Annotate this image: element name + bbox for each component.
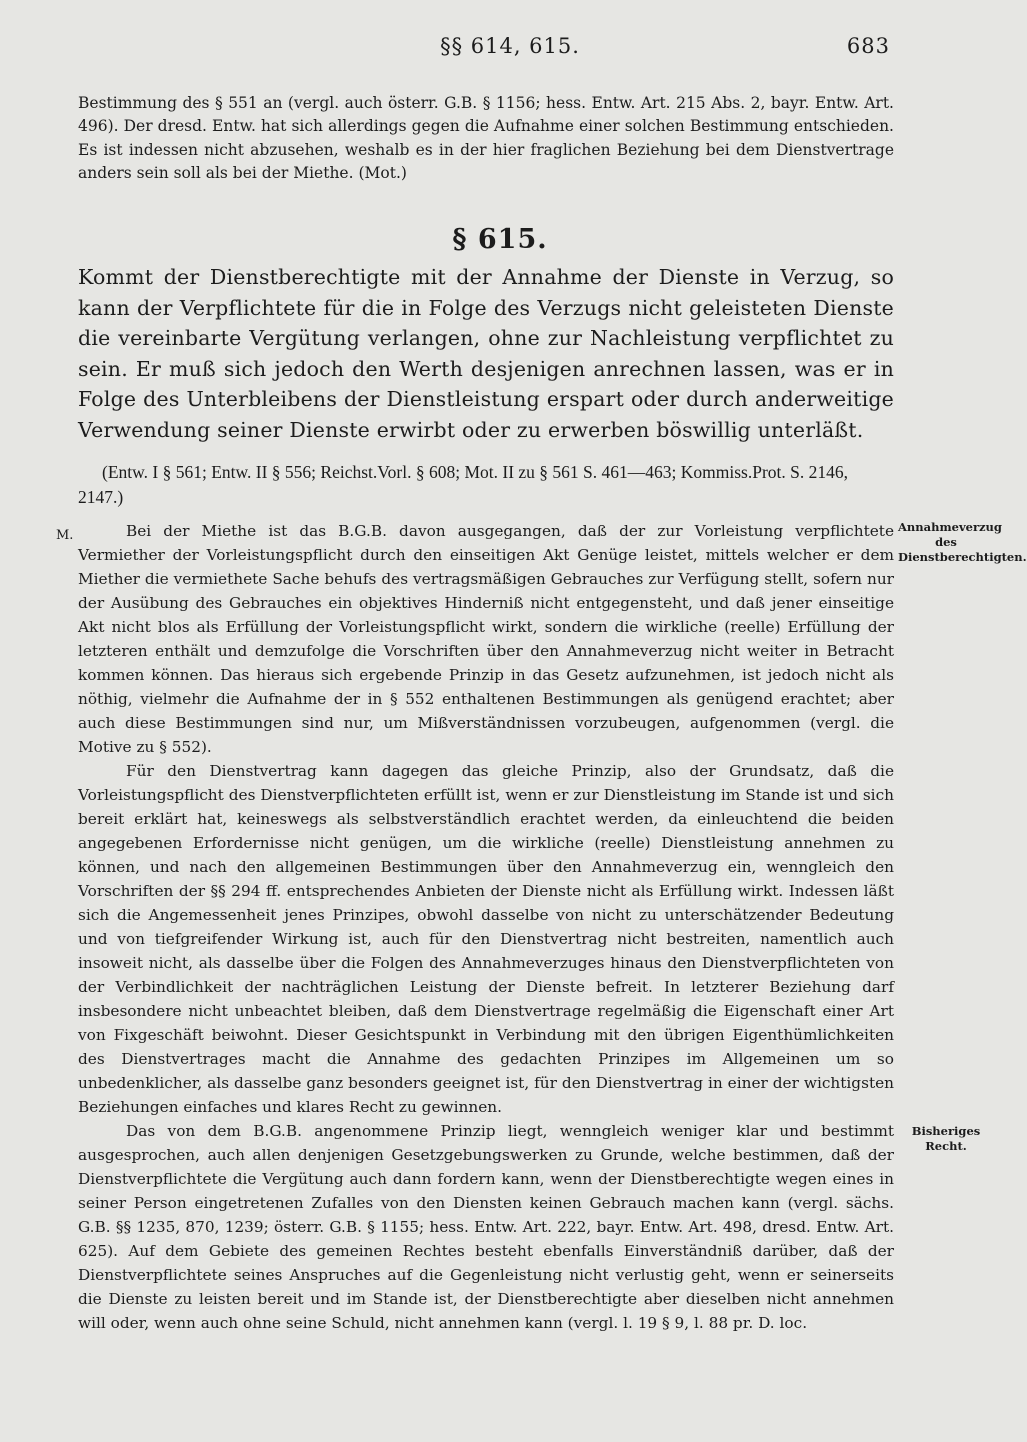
law-text: Kommt der Dienstberechtigte mit der Annahme der Dienste in Verzug, so kann der Verpflichtete für die in Folge des Verzugs nicht geleisteten Dienste die vereinbarte Vergütung verlangen, ohne zur Nachleistung verpflichtet zu sein. Er muß sich jedoch den Werth desjenigen anrechnen lassen, was er in Folge des Unterbleibens der Dienstleistung erspart oder durch anderweitige Verwendung seiner Dienste erwirbt oder zu erwerben böswillig unterläßt. [78, 265, 894, 442]
paragraph: Bei der Miethe ist das B.G.B. davon ausgegangen, daß der zur Vorleistung verpflichtete Vermiether der Vorleistungspflicht durch den einseitigen Akt Genüge leistet, mittels welcher er dem Miether die vermiethete Sache behufs des vertragsmäßigen Gebrauches zur Verfügung stellt, sofern nur der Ausübung des Gebrauches ein objektives Hinderniß nicht entgegensteht, und daß jener einseitige Akt nicht blos als Erfüllung der Vorleistungspflicht wirkt, sondern die wirkliche (reelle) Erfüllung der letzteren enthält und demzufolge die Vorschriften über den Annahmeverzug nicht weiter in Betracht kommen können. Das hieraus sich ergebende Prinzip in das Gesetz aufzunehmen, ist jedoch nicht als nöthig, vielmehr die Aufnahme der in § 552 enthaltenen Bestimmungen als genügend erachtet; aber auch diese Bestimmungen sind nur, um Mißverständnissen vorzubeugen, aufgenommen (vergl. die Motive zu § 552). [78, 522, 894, 756]
running-header [0, 34, 1000, 64]
margin-marker: M. [56, 528, 74, 543]
section-reference: §§ 614, 615. [440, 34, 580, 58]
paragraph: Das von dem B.G.B. angenommene Prinzip liegt, wenngleich weniger klar und bestimmt ausgesprochen, auch allen denjenigen Gesetzgebungswerken zu Grunde, welche bestimmen, daß der Dienstverpflichtete die Vergütung auch dann fordern kann, wenn der Dienstberechtigte wegen eines in seiner Person eingetretenen Zufalles von den Diensten keinen Gebrauch machen kann (vergl. sächs. G.B. §§ 1235, 870, 1239; österr. G.B. § 1155; hess. Entw. Art. 222, bayr. Entw. Art. 498, dresd. Entw. Art. 625). Auf dem Gebiete des gemeinen Rechtes besteht ebenfalls Einverständniß darüber, daß der Dienstverpflichtete seines Anspruches auf die Gegenleistung nicht verlustig geht, wenn er seinerseits die Dienste zu leisten bereit und im Stande ist, der Dienstberechtigte aber dieselben nicht annehmen will oder, wenn auch ohne seine Schuld, nicht annehmen kann (vergl. l. 19 § 9, l. 88 pr. D. loc. [78, 1122, 894, 1332]
intro-paragraph: Bestimmung des § 551 an (vergl. auch österr. G.B. § 1156; hess. Entw. Art. 215 Abs. 2, bayr. Entw. Art. 496). Der dresd. Entw. hat sich allerdings gegen die Aufnahme einer solchen Bestimmung entschieden. Es ist indessen nicht abzusehen, weshalb es in der hier fraglichen Beziehung bei dem Dienstvertrage anders sein soll als bei der Miethe. (Mot.) [78, 94, 894, 182]
margin-note-bisheriges-recht: Bisheriges Recht. [911, 1124, 981, 1153]
section-heading: § 615. [452, 224, 548, 255]
paragraph: Für den Dienstvertrag kann dagegen das gleiche Prinzip, also der Grundsatz, daß die Vorleistungspflicht des Dienstverpflichteten erfüllt ist, wenn er zur Dienstleistung im Stande ist und sich bereit erklärt hat, keineswegs als selbstverständlich erachtet werden, da einleuchtend die beiden angegebenen Erfordernisse nicht genügen, um die wirkliche (reelle) Dienstleistung annehmen zu können, und nach den allgemeinen Bestimmungen über den Annahmeverzug ein, wenngleich den Vorschriften der §§ 294 ff. entsprechendes Anbieten der Dienste nicht als Erfüllung wirkt. Indessen läßt sich die Angemessenheit jenes Prinzipes, obwohl dasselbe von nicht zu unterschätzender Bedeutung und von tiefgreifender Wirkung ist, auch für den Dienstvertrag nicht bestreiten, namentlich auch insoweit nicht, als dasselbe über die Folgen des Annahmeverzuges hinaus den Dienstverpflichteten von der Verbindlichkeit der nachträglichen Leistung der Dienste befreit. In letzterer Beziehung darf insbesondere nicht unbeachtet bleiben, daß dem Dienstvertrage regelmäßig die Eigenschaft einer Art von Fixgeschäft beiwohnt. Dieser Gesichtspunkt in Verbindung mit den übrigen Eigenthümlichkeiten des Dienstvertrages macht die Annahme des gedachten Prinzipes im Allgemeinen um so unbedenklicher, als dasselbe ganz besonders geeignet ist, für den Dienstvertrag in einer der wichtigsten Beziehungen einfaches und klares Recht zu gewinnen. [78, 762, 894, 1116]
citation: (Entw. I § 561; Entw. II § 556; Reichst.Vorl. § 608; Mot. II zu § 561 S. 461—463; Kommiss.Prot. S. 2146, 2147.) [78, 462, 849, 507]
commentary-body [78, 519, 894, 1335]
page-number: 683 [846, 34, 890, 58]
margin-note-annahmeverzug: Annahmeverzug des Dienstberechtigten. [898, 520, 1027, 564]
